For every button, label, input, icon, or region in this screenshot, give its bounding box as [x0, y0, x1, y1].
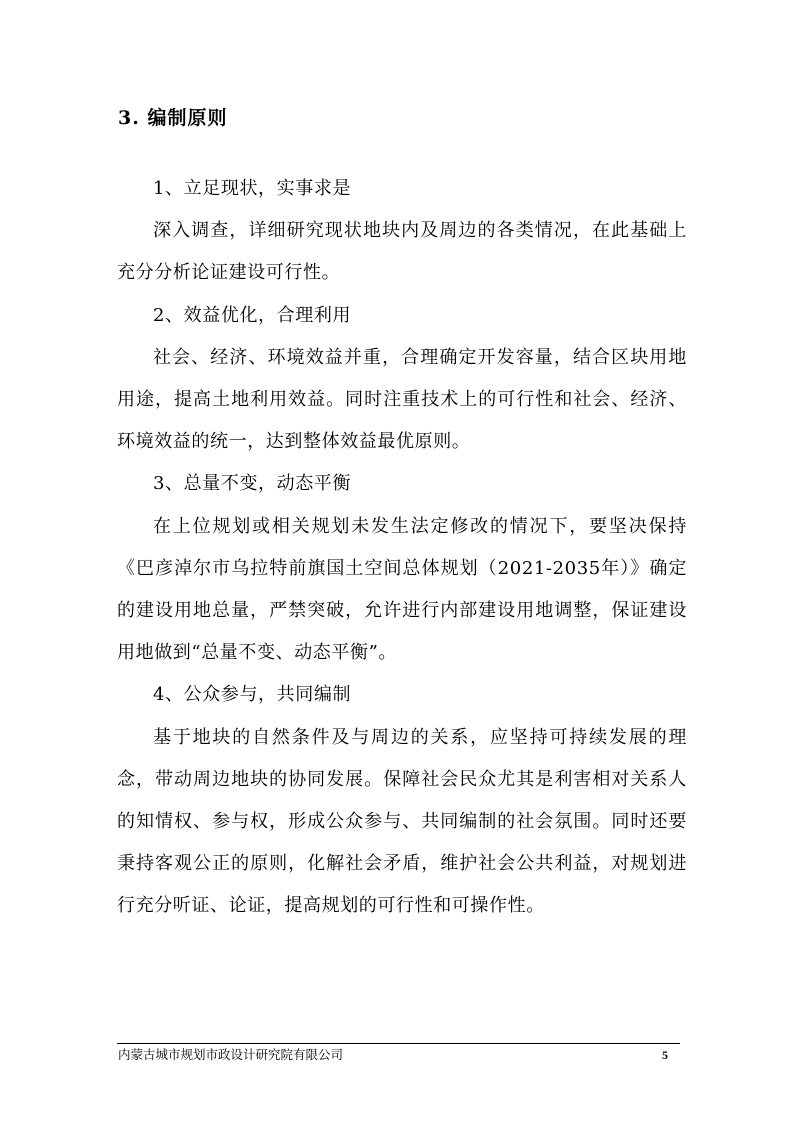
principle-4-heading: 4、公众参与，共同编制 — [153, 684, 352, 706]
principle-3-body: 在上位规划或相关规划未发生法定修改的情况下，要坚决保持《巴彦淖尔市乌拉特前旗国土空间总体规划（2021-2035年）》确定的建设用地总量，严禁突破，允许进行内部建设用地调整，保证建设用地做到“总量不变、动态平衡”。 — [117, 515, 687, 664]
principle-1-body: 深入调查，详细研究现状地块内及周边的各类情况，在此基础上充分分析论证建设可行性。 — [117, 220, 687, 284]
principle-3-heading: 3、总量不变，动态平衡 — [153, 473, 352, 495]
footer-organization: 内蒙古城市规划市政设计研究院有限公司 — [118, 1047, 344, 1062]
page-number: 5 — [662, 1048, 668, 1062]
section-title: 3. 编制原则 — [118, 107, 228, 129]
body-text — [117, 168, 687, 928]
principle-1-heading: 1、立足现状，实事求是 — [153, 178, 352, 199]
principle-2-body: 社会、经济、环境效益并重，合理确定开发容量，结合区块用地用途，提高土地利用效益。同时注重技术上的可行性和社会、经济、环境效益的统一，达到整体效益最优原则。 — [117, 346, 687, 453]
footer-divider — [117, 1043, 680, 1044]
principle-2-heading: 2、效益优化，合理利用 — [153, 304, 352, 326]
principle-4-body: 基于地块的自然条件及与周边的关系，应坚持可持续发展的理念，带动周边地块的协同发展。保障社会民众尤其是利害相对关系人的知情权、参与权，形成公众参与、共同编制的社会氛围。同时还要秉持客观公正的原则，化解社会矛盾，维护社会公共利益，对规划进行充分听证、论证，提高规划的可行性和可操作性。 — [117, 726, 687, 917]
